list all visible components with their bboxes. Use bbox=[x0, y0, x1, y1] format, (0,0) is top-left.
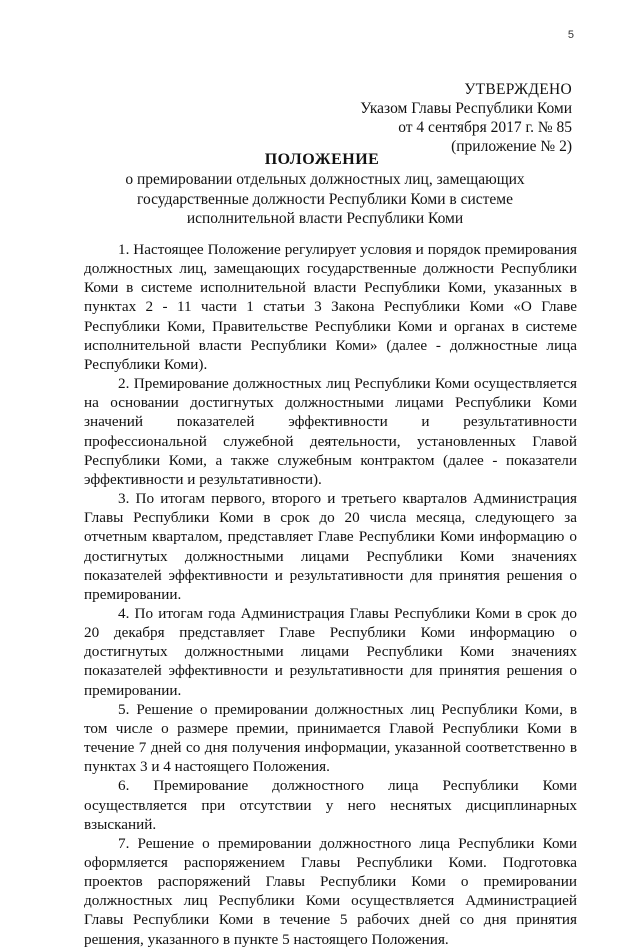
approval-stamp bbox=[360, 80, 572, 156]
approval-decree: Указом Главы Республики Коми bbox=[360, 100, 572, 117]
approval-title: УТВЕРЖДЕНО bbox=[464, 81, 572, 98]
subtitle-line: о премировании отдельных должностных лиц, замещающих bbox=[125, 171, 525, 188]
page-number: 5 bbox=[567, 29, 574, 41]
document-body bbox=[84, 240, 577, 949]
paragraph-3: 3. По итогам первого, второго и третьего кварталов Администрация Главы Республики Коми в срок до 20 числа месяца, следующего за отчетным кварталом, представляет Главе Республики Коми информацию о достигнутых должностными лицами Республики Коми значениях показателей эффективности и результативности для принятия решения о премировании. bbox=[84, 490, 577, 603]
approval-appendix: (приложение № 2) bbox=[451, 138, 572, 155]
approval-date: от 4 сентября 2017 г. № 85 bbox=[398, 119, 572, 136]
document-heading bbox=[0, 150, 640, 229]
paragraph-6: 6. Премирование должностного лица Республики Коми осуществляется при отсутствии у него неснятых дисциплинарных взысканий. bbox=[84, 777, 577, 833]
paragraph-5: 5. Решение о премировании должностных лиц Республики Коми, в том числе о размере премии, принимается Главой Республики Коми в течение 7 дней со дня получения информации, указанной соответственно в пунктах 3 и 4 настоящего Положения. bbox=[84, 700, 577, 776]
paragraph-4: 4. По итогам года Администрация Главы Республики Коми в срок до 20 декабря представляет Главе Республики Коми информацию о достигнутых должностными лицами Республики Коми значениях показателей эффективности и результативности для принятия решения о премировании. bbox=[84, 604, 577, 699]
subtitle-line: исполнительной власти Республики Коми bbox=[186, 210, 464, 227]
subtitle-line: государственные должности Республики Коми в системе bbox=[137, 190, 513, 208]
document-subtitle bbox=[0, 170, 640, 229]
paragraph-2: 2. Премирование должностных лиц Республики Коми осуществляется на основании достигнутых должностными лицами Республики Коми значений показателей эффективности и результативности профессиональной служебной деятельности, установленных Главой Республики Коми, а также служебным контрактом (далее - показатели эффективности и результативности). bbox=[84, 375, 577, 488]
document-title: ПОЛОЖЕНИЕ bbox=[264, 151, 380, 168]
paragraph-7: 7. Решение о премировании должностного лица Республики Коми оформляется распоряжением Главы Республики Коми. Подготовка проектов распоряжений Главы Республики Коми о премировании должностных лиц Республики Коми осуществляется Администрацией Главы Республики Коми в течение 5 рабочих дней со дня принятия решения, указанного в пункте 5 настоящего Положения. bbox=[84, 834, 577, 948]
paragraph-1: 1. Настоящее Положение регулирует условия и порядок премирования должностных лиц, замещающих государственные должности Республики Коми в системе исполнительной власти Республики Коми, указанных в пунктах 2 - 11 части 1 статьи 3 Закона Республики Коми «О Главе Республики Коми, Правительстве Республики Коми и органах в системе исполнительной власти Республики Коми» (далее - должностные лица Республики Коми). bbox=[84, 241, 577, 373]
